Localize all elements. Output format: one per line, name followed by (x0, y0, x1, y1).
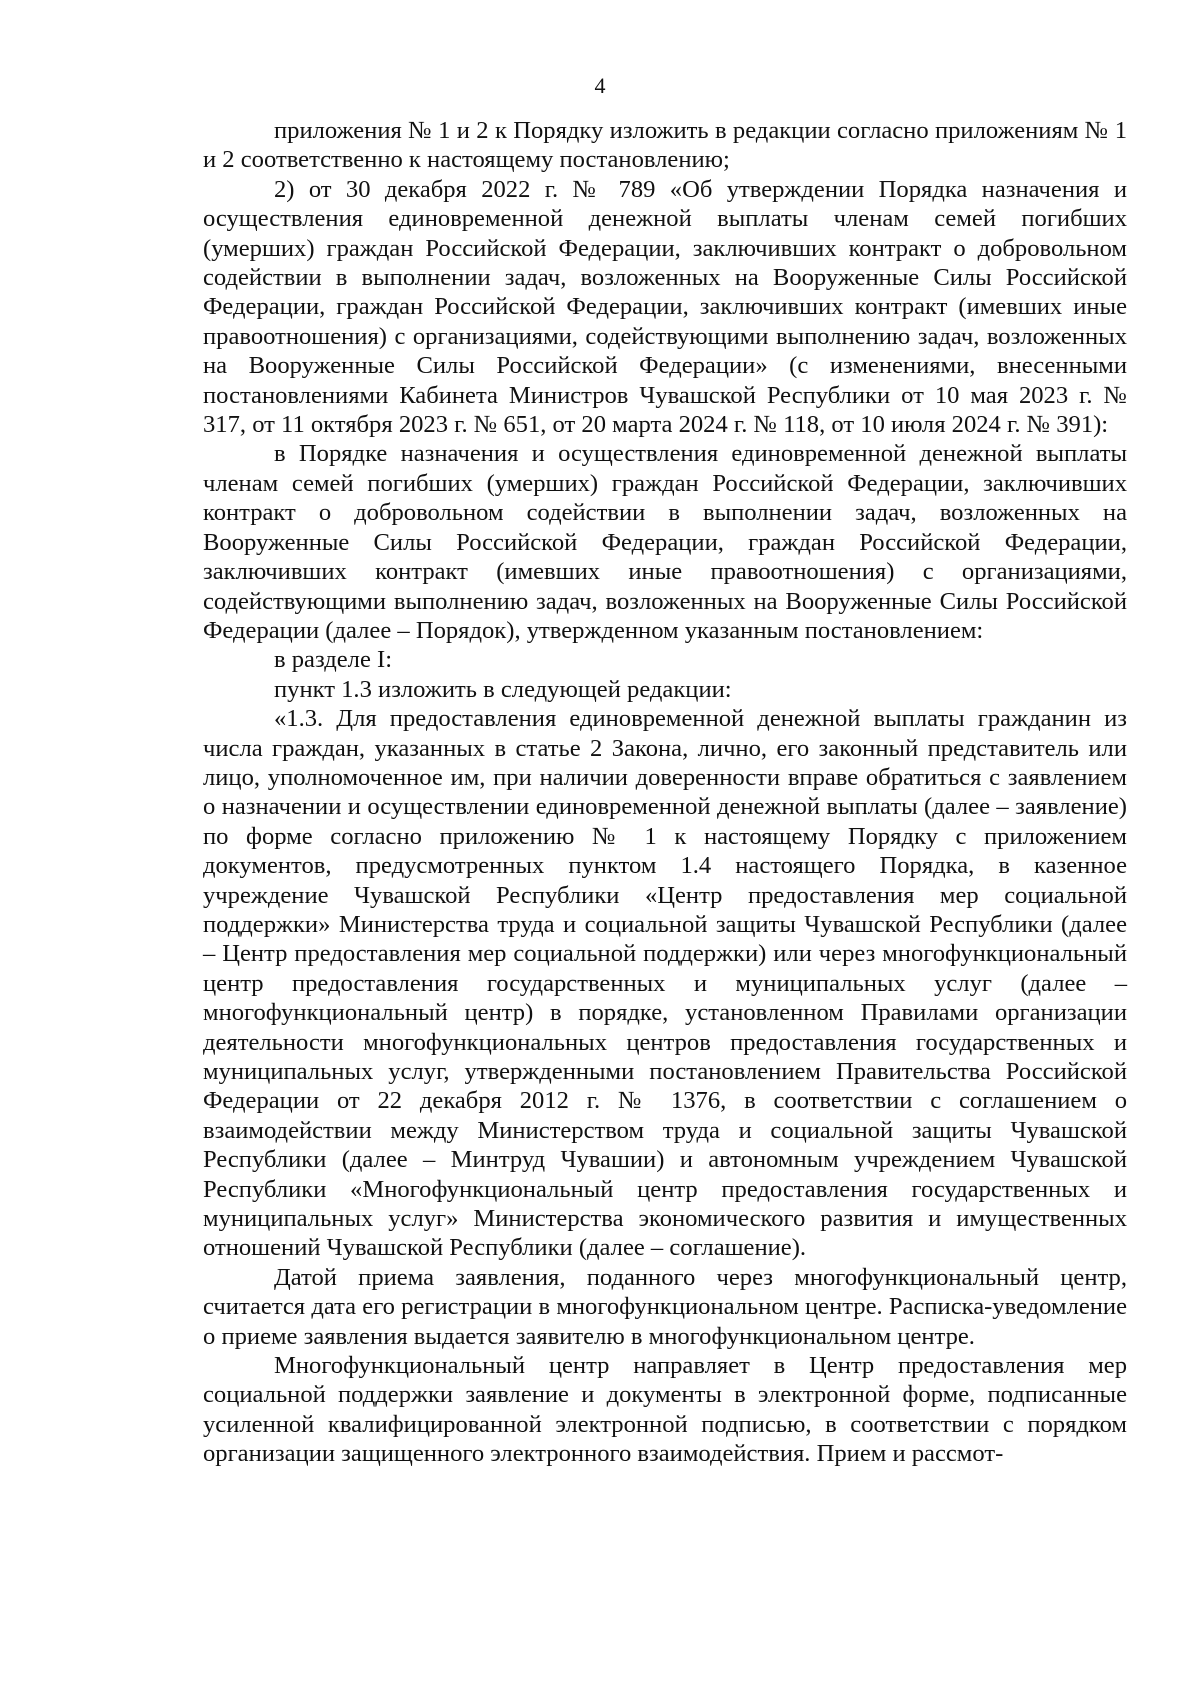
paragraph: «1.3. Для предоставления единовременной денежной выплаты гражданин из числа граждан, указанных в статье 2 Закона, лично, его законный представитель или лицо, уполномоченное им, при наличии доверенности вправе обратиться с заявлением о назначении и осуществлении единовременной денежной выплаты (далее – заявление) по форме согласно приложению № 1 к настоящему Порядку с приложением документов, предусмотренных пунктом 1.4 настоящего Порядка, в казенное учреждение Чувашской Республики «Центр предоставления мер социальной поддержки» Министерства труда и социальной защиты Чувашской Республики (далее – Центр предоставления мер социальной поддержки) или через многофункциональный центр предоставления государственных и муниципальных услуг (далее – многофункциональный центр) в порядке, установленном Правилами организации деятельности многофункциональных центров предоставления государственных и муниципальных услуг, утвержденными постановлением Правительства Российской Федерации от 22 декабря 2012 г. № 1376, в соответствии с соглашением о взаимодействии между Министерством труда и социальной защиты Чувашской Республики (далее – Минтруд Чувашии) и автономным учреждением Чувашской Республики «Многофункциональный центр предоставления государственных и муниципальных услуг» Министерства экономического развития и имущественных отношений Чувашской Республики (далее – соглашение). (203, 705, 1127, 1262)
page-number: 4 (594, 73, 606, 98)
paragraph: в разделе I: (274, 646, 393, 674)
paragraph: в Порядке назначения и осуществления единовременной денежной выплаты членам семей погибших (умерших) граждан Российской Федерации, заключивших контракт о добровольном содействии в выполнении задач, возложенных на Вооруженные Силы Российской Федерации, граждан Российской Федерации, заключивших контракт (имевших иные правоотношения) с организациями, содействующими выполнению задач, возложенных на Вооруженные Силы Российской Федерации (далее – Порядок), утвержденном указанным постановлением: (203, 440, 1127, 644)
paragraph: 2) от 30 декабря 2022 г. № 789 «Об утверждении Порядка назначения и осуществления единовременной денежной выплаты членам семей погибших (умерших) граждан Российской Федерации, заключивших контракт о добровольном содействии в выполнении задач, возложенных на Вооруженные Силы Российской Федерации, граждан Российской Федерации, заключивших контракт (имевших иные правоотношения) с организациями, содействующими выполнению задач, возложенных на Вооруженные Силы Российской Федерации» (с изменениями, внесенными постановлениями Кабинета Министров Чувашской Республики от 10 мая 2023 г. № 317, от 11 октября 2023 г. № 651, от 20 марта 2024 г. № 118, от 10 июля 2024 г. № 391): (203, 175, 1127, 439)
document-body (203, 116, 1127, 1469)
paragraph: приложения № 1 и 2 к Порядку изложить в редакции согласно приложениям № 1 и 2 соответственно к настоящему постановлению; (203, 117, 1127, 174)
paragraph: пункт 1.3 изложить в следующей редакции: (274, 675, 732, 703)
paragraph: Многофункциональный центр направляет в Центр предоставления мер социальной поддержки заявление и документы в электронной форме, подписанные усиленной квалифицированной электронной подписью, в соответствии с порядком организации защищенного электронного взаимодействия. Прием и рассмот- (203, 1352, 1127, 1468)
paragraph: Датой приема заявления, поданного через многофункциональный центр, считается дата его регистрации в многофункциональном центре. Расписка-уведомление о приеме заявления выдается заявителю в многофункциональном центре. (203, 1263, 1127, 1350)
